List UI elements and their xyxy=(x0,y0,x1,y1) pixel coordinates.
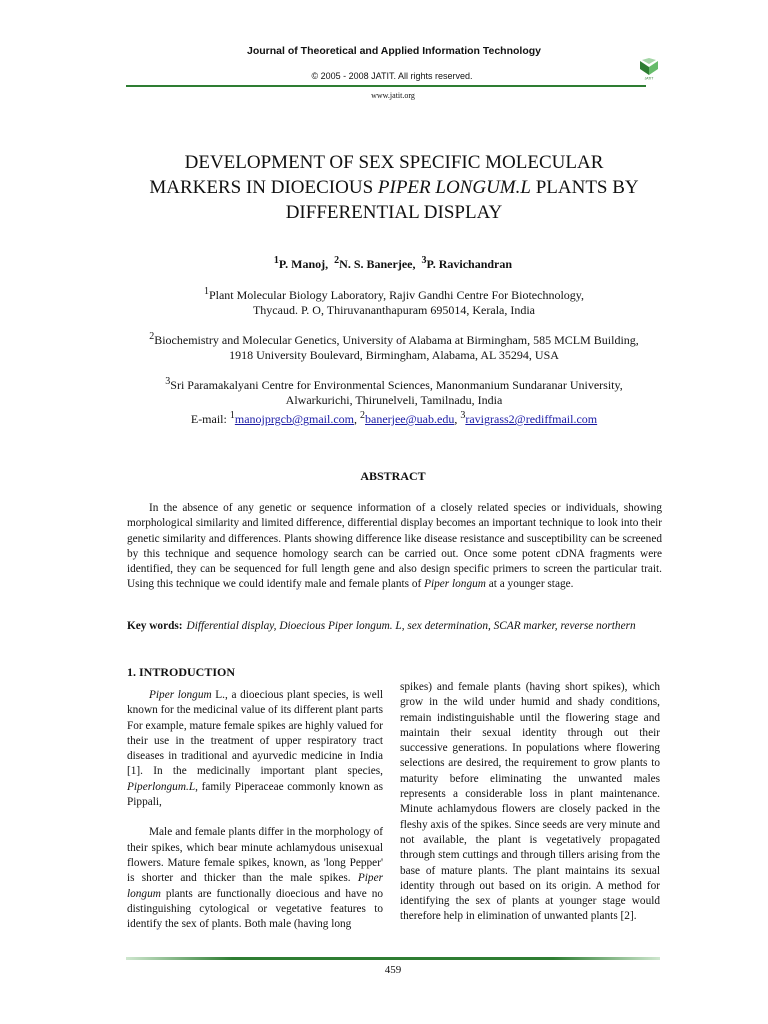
author-1: P. Manoj, xyxy=(278,257,329,271)
affiliation-2 xyxy=(100,329,688,363)
affiliation-2-line-1: Biochemistry and Molecular Genetics, University of Alabama at Birmingham, 585 MCLM Building, xyxy=(154,333,639,347)
title-line-1: DEVELOPMENT OF SEX SPECIFIC MOLECULAR xyxy=(184,152,604,173)
affiliation-3-line-2: Alwarkurichi, Thirunelveli, Tamilnadu, India xyxy=(285,393,503,407)
page-number: 459 xyxy=(384,964,402,976)
affiliation-1 xyxy=(100,284,688,318)
email-1-marker: 1 xyxy=(229,410,235,421)
keywords-label: Key words: xyxy=(127,620,183,632)
title-line-2b: PLANTS BY xyxy=(530,177,639,198)
abstract-text: In the absence of any genetic or sequence information of a closely related species or individuals, showing morphological similarity and limited difference, differential display becomes an important technique to look into their genetic similarity and differences. Plants showing difference like disease resistance and susceptibility can be screened by this technique and sequence homology search can be carried out. Once some potent cDNA fragments were identified, they can be sequenced for full length gene and also design specific primers to screen the particular trait. Using this technique we could identify male and female plants of xyxy=(127,502,662,591)
email-link-2[interactable]: banerjee@uab.edu xyxy=(365,412,455,426)
affiliation-1-line-2: Thycaud. P. O, Thiruvananthapuram 695014, Kerala, India xyxy=(252,303,536,317)
affiliation-2-line-2: 1918 University Boulevard, Birmingham, Alabama, AL 35294, USA xyxy=(229,348,559,362)
email-label: E-mail: xyxy=(190,412,230,426)
species-name: Piper longum xyxy=(149,689,212,701)
column-right xyxy=(400,680,660,925)
journal-title: Journal of Theoretical and Applied Information Technology xyxy=(246,45,541,57)
author-3: P. Ravichandran xyxy=(426,257,513,271)
author-2: N. S. Banerjee, xyxy=(339,257,416,271)
intro-paragraph-2-text: Male and female plants differ in the morphology of their spikes, which bear minute achlamydous unisexual flowers. Mature female spikes, known, as 'long Pepper' is shorter and thicker than the male spikes. xyxy=(127,826,383,885)
title-line-3: DIFFERENTIAL DISPLAY xyxy=(285,202,503,223)
email-separator: , xyxy=(454,412,461,426)
footer-rule xyxy=(126,957,660,960)
svg-text:JATIT: JATIT xyxy=(644,76,654,80)
intro-paragraph-1 xyxy=(127,688,383,810)
species-name: Piper longum xyxy=(127,872,383,900)
affiliation-1-line-1: Plant Molecular Biology Laboratory, Rajiv Gandhi Centre For Biotechnology, xyxy=(208,288,585,302)
author-2-marker: 2 xyxy=(334,255,340,266)
journal-website: www.jatit.org xyxy=(371,91,415,100)
abstract-text-end: at a younger stage. xyxy=(485,578,574,591)
copyright-notice: © 2005 - 2008 JATIT. All rights reserved. xyxy=(311,71,473,81)
author-3-marker: 3 xyxy=(421,255,427,266)
jatit-logo-icon xyxy=(638,58,660,80)
species-name: Piperlongum.L xyxy=(127,780,196,793)
intro-paragraph-1-text: L., a dioecious plant species, is well known for the medicinal value of its different plant parts For example, mature female spikes are highly valued for their use in the treatment of upper respiratory tract diseases in traditional and ayurvedic medicine in India [1]. In the medicinally important plant species, xyxy=(127,689,383,778)
intro-paragraph-2 xyxy=(127,825,383,932)
header-rule xyxy=(126,85,646,87)
email-link-1[interactable]: manojprgcb@gmail.com xyxy=(234,412,354,426)
affiliation-3-line-1: Sri Paramakalyani Centre for Environmental Sciences, Manonmanium Sundaranar University, xyxy=(170,378,623,392)
paper-title xyxy=(100,150,688,225)
intro-paragraph-2-text-end: plants are functionally dioecious and have no distinguishing cytological or vegetative features to identify the sex of plants. Both male (having long xyxy=(127,887,383,931)
intro-paragraph-1-text-end: , family Piperaceae commonly known as Pippali, xyxy=(127,780,383,809)
email-2-marker: 2 xyxy=(360,410,365,421)
abstract-heading: ABSTRACT xyxy=(360,469,426,483)
intro-paragraph-3: spikes) and female plants (having short spikes), which grow in the wild under humid and shady conditions, remain indistinguishable until the flowering stage and maintain their sexual identity through out their successive generations. In populations where flowering selections are desired, the requirement to grow plants to maturity before eliminating the unwanted males represents a considerable loss in plant maintenance. Minute achlamydous flowers are closely packed in the fleshy axis of the spikes. Since seeds are very minute and not available, the plant is vegetatively propagated through stem cuttings and through tillers arising from the base of mature plants. The plant maintains its sexual identity through out based on its origin. A method for identifying the sex of plants at younger stage would therefore help in elimination of unwanted plants [2]. xyxy=(400,681,660,923)
author-1-marker: 1 xyxy=(273,255,279,266)
email-3-marker: 3 xyxy=(460,410,466,421)
keywords-text: Differential display, Dioecious Piper longum. L, sex determination, SCAR marker, reverse northern xyxy=(186,620,636,632)
jatit-logo xyxy=(638,58,660,80)
column-left xyxy=(127,688,383,932)
title-line-2a: MARKERS IN DIOECIOUS xyxy=(149,177,378,198)
affiliation-3-marker: 3 xyxy=(165,376,171,387)
email-link-3[interactable]: ravigrass2@rediffmail.com xyxy=(465,412,598,426)
section-heading-introduction: 1. INTRODUCTION xyxy=(127,665,236,679)
affiliation-2-marker: 2 xyxy=(149,331,155,342)
keywords xyxy=(127,619,662,634)
abstract-body xyxy=(127,501,662,593)
title-species-name: PIPER LONGUM.L xyxy=(377,177,531,198)
author-list xyxy=(0,255,768,272)
abstract-species-name: Piper longum xyxy=(424,578,486,591)
affiliation-3 xyxy=(100,374,688,427)
email-separator: , xyxy=(354,412,360,426)
affiliation-1-marker: 1 xyxy=(203,286,209,297)
